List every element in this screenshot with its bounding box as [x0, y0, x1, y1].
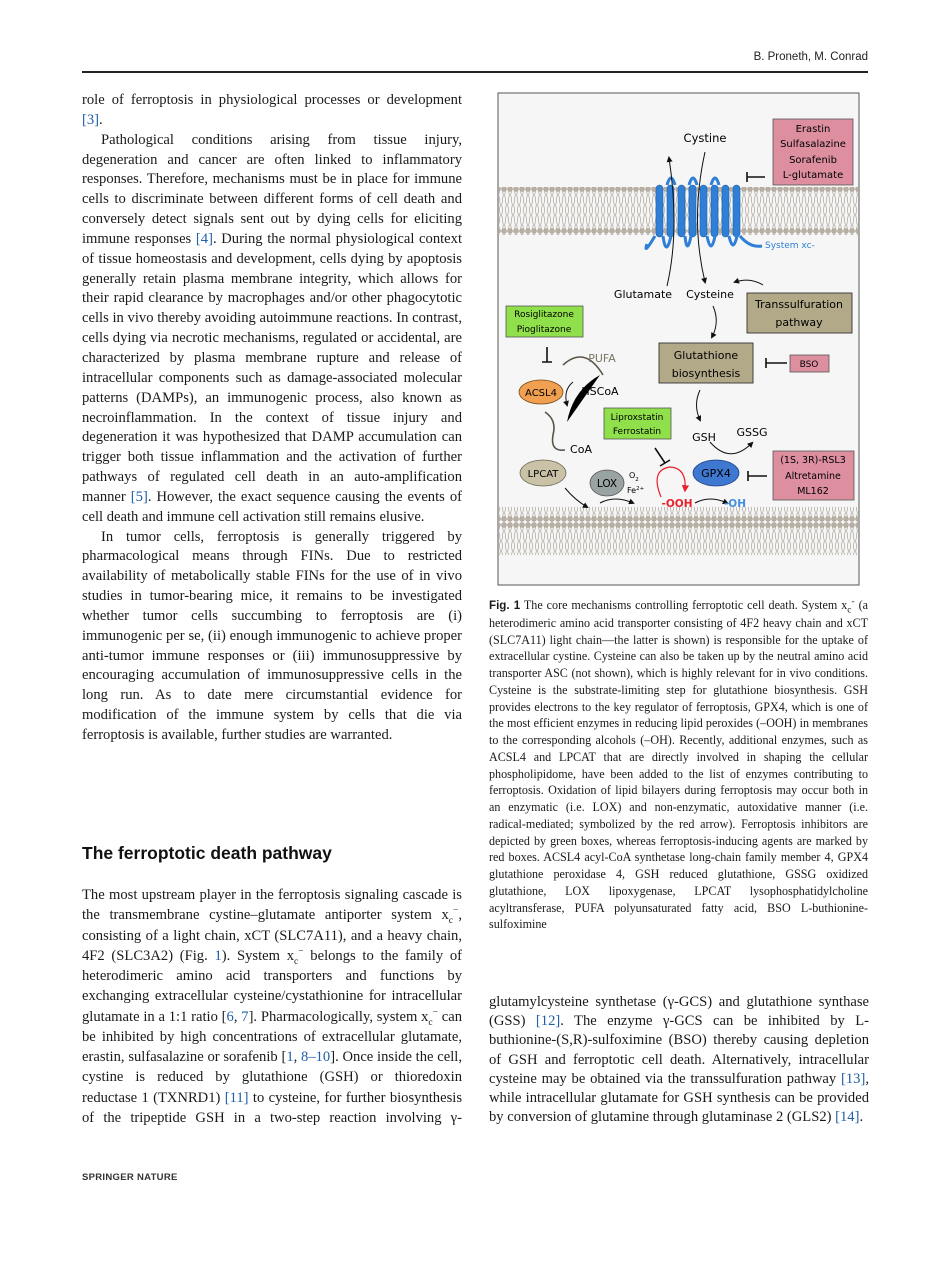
text-run: (a heterodimeric amino acid transporter consisting of 4F2 heavy chain and xCT (SLC7A11) light chain—the latter is shown) is responsible for the uptake of extracellular cystine. Cysteine can also be taken up by the neutral amino acid transporter ASC (not shown), which is highly relevant for in vivo conditions. Cysteine is the substrate-limiting step for glutathione biosynthesis. GSH provides electrons to the key regulator of ferroptosis, GPX4, which is one of the most efficient enzymes in reducing lipid peroxides (–OOH) in membranes to the corresponding alcohols (–OH). Recently, additional enzymes, such as ACSL4 and LPCAT that are directly involved in shaping the cellular phospholipidome, have been added to the list of enzymes contributing to ferroptosis. Oxidation of lipid bilayers during ferroptosis may occur both in an enzymatic (i.e. LOX) and non-enzymatic, autoxidative manner (i.e. radical-mediated; symbolized by the red arrow). Ferroptosis inhibitors are depicted by green boxes, whereas ferroptosis-inducing agents are marked by red boxes. ACSL4 acyl-CoA synthetase long-chain family member 4, GPX4 glutathione peroxidase 4, GSH reduced glutathione, GSSG oxidized glutathione, LOX lipoxygenase, LPCAT lysophosphatidylcholine acyltransferase, PUFA polyunsaturated fatty acid, BSO L-buthionine-sulfoximine [489, 598, 869, 932]
lipid-peroxide-label: -OOH [661, 498, 693, 510]
text-run: role of ferroptosis in physiological processes or development [82, 92, 462, 108]
cystine-label: Cystine [683, 131, 727, 145]
paragraph [82, 131, 462, 528]
citation-link[interactable]: [3] [82, 111, 100, 128]
svg-text:Rosiglitazone: Rosiglitazone [514, 310, 574, 320]
figure-label: Fig. 1 [489, 599, 521, 612]
subscript: c [294, 956, 299, 967]
running-header-authors: B. Proneth, M. Conrad [753, 51, 868, 63]
glutathione-biosynthesis-box [659, 343, 753, 383]
paragraph [82, 528, 462, 746]
svg-text:Ferrostatin: Ferrostatin [612, 427, 662, 437]
text-run: The core mechanisms controlling ferroptotic cell death. System x [520, 598, 848, 612]
right-column-bottom [489, 993, 869, 1127]
lipid-alcohol-label: -OH [723, 498, 747, 510]
citation-link[interactable]: 8–10 [301, 1049, 331, 1065]
system-xc-label: System xc- [765, 241, 815, 251]
citation-link[interactable]: [5] [130, 488, 148, 505]
citation-link[interactable]: 7 [241, 1008, 249, 1025]
coa-label: CoA [570, 443, 592, 456]
text-run: . [99, 111, 103, 128]
text-run: ]. Once inside the cell, cystine is reduced by glutathione (GSH) or thioredoxin reductase 1 (TXNRD1) [82, 1049, 462, 1106]
paragraph [82, 91, 462, 131]
superscript: − [298, 946, 304, 957]
svg-text:Pioglitazone: Pioglitazone [516, 325, 572, 335]
citation-link[interactable]: [11] [224, 1089, 249, 1106]
text-run: , while intracellular glutamate for GSH synthesis can be provided by conversion of glutamine through glutaminase 2 (GLS2) [489, 1070, 869, 1126]
paragraph [489, 993, 869, 1127]
superscript: − [432, 1007, 438, 1018]
text-run: , [293, 1049, 302, 1065]
inhibitor-box-middle [604, 408, 671, 439]
svg-text:LOX: LOX [596, 478, 618, 490]
pufa-label: PUFA [588, 352, 616, 365]
subscript: c [448, 916, 453, 927]
citation-link[interactable]: 1 [214, 947, 222, 964]
acsl4-enzyme [519, 380, 563, 404]
svg-text:Liproxstatin: Liproxstatin [610, 413, 664, 423]
text-run: ). System x [221, 947, 294, 964]
figure-caption [489, 597, 868, 933]
svg-text:L-glutamate: L-glutamate [782, 170, 844, 181]
left-column-top [82, 91, 462, 746]
inhibitor-box-left [506, 306, 583, 337]
text-run: Pathological conditions arising from tissue injury, degeneration and cancer are often linked to inflammatory responses. Therefore, mechanisms must be in place for immune cells to discriminate between different forms of cell death and conversely detect signals sent out by dying cells for eliciting immune responses [82, 131, 462, 247]
inducer-box-top [773, 119, 853, 185]
citation-link[interactable]: [13] [841, 1070, 866, 1087]
lpcat-enzyme [520, 460, 566, 486]
gpx4-enzyme [693, 460, 739, 486]
svg-text:GPX4: GPX4 [701, 467, 731, 480]
left-column-bottom [82, 885, 462, 1128]
text-run: The most upstream player in the ferroptosis signaling cascade is the transmembrane cystine–glutamate antiporter system x [82, 887, 462, 924]
bso-box [790, 355, 829, 372]
gssg-label: GSSG [736, 426, 768, 439]
inducer-box-bottom [773, 451, 854, 500]
superscript: - [851, 596, 855, 607]
text-run: belongs to the family of heterodimeric amino acid transporters and functions by exchanging extracellular cysteine/cystathionine for intracellular glutamate in a 1:1 ratio [ [82, 947, 463, 1025]
superscript: − [452, 906, 459, 917]
svg-text:LPCAT: LPCAT [527, 469, 559, 480]
svg-text:biosynthesis: biosynthesis [671, 367, 741, 380]
text-run: ]. Pharmacologically, system x [248, 1008, 429, 1025]
text-run: In tumor cells, ferroptosis is generally triggered by pharmacological means through FINs. Due to restricted availability of metabolically stable FINs for the use of in vivo studies in tumor-bearing mice, it remains to be investigated whether tumor cells succumbing to ferroptosis are (i) immunogenic per se, (ii) enough immunogenic to achieve proper anti-tumor immune responses or (iii) immunosuppressive by encouraging accumulation of immunosuppressive cells in the long run. As to date mere circumstantial evidence for modification of the immune system by cells that die via ferroptosis is available, further studies are warranted. [82, 528, 462, 743]
text-run: . During the normal physiological context of tissue homeostasis and development, cells dying by apoptosis generally retain plasma membrane integrity, which allows for their rapid clearance by macrophages and/or other phagocytotic cells in vivo thereby avoiding autoimmune reactions. In contrast, cells dying via necrotic mechanisms, regulated or accidental, are characterized by plasma membrane rupture and release of intracellular components such as damage-associated molecular patterns (DAMPs), an immunogenic process, also known as necroinflammation. In the context of tissue injury and degeneration it was hypothesized that DAMP accumulation can trigger both tissue inflammation and the activation of further pathways of regulated cell death in an auto-amplification manner [82, 230, 462, 505]
svg-text:Glutathione: Glutathione [673, 349, 739, 362]
gsh-label: GSH [692, 431, 716, 444]
svg-text:Sulfasalazine: Sulfasalazine [780, 139, 846, 150]
text-run: can be inhibited by high concentrations of extracellular glutamate, erastin, sulfasalazine or sorafenib [ [82, 1008, 462, 1065]
text-run: to cysteine, for further biosynthesis of the tripeptide GSH in a two-step reaction involving γ- [82, 1089, 462, 1126]
ferroptosis-pathway-figure [495, 90, 865, 590]
citation-link[interactable]: [12] [535, 1013, 561, 1030]
svg-text:pathway: pathway [775, 316, 823, 329]
svg-text:Sorafenib: Sorafenib [789, 155, 837, 166]
svg-text:Erastin: Erastin [795, 124, 831, 135]
oxygen-label: $O_2$ [629, 471, 639, 483]
svg-text:ML162: ML162 [797, 486, 829, 497]
citation-link[interactable]: [14] [835, 1109, 860, 1126]
text-run: . [859, 1109, 864, 1126]
section-heading: The ferroptotic death pathway [82, 843, 332, 863]
text-run: , consisting of a light chain, xCT (SLC7A11), and a heavy chain, 4F2 (SLC3A2) (Fig. [82, 907, 462, 964]
cysteine-label: Cysteine [686, 288, 734, 301]
citation-link[interactable]: 6 [226, 1008, 234, 1025]
text-run: . The enzyme γ-GCS can be inhibited by L-buthionine-(S,R)-sulfoximine (BSO) thereby causing depletion of GSH and ferroptotic cell death. Alternatively, intracellular cysteine may be obtained via the transsulfuration pathway [489, 1013, 870, 1087]
svg-text:ACSL4: ACSL4 [525, 388, 557, 399]
svg-text:Transsulfuration: Transsulfuration [754, 298, 844, 311]
transsulfuration-box [747, 293, 852, 333]
paragraph [82, 885, 462, 1128]
citation-link[interactable]: [4] [195, 230, 213, 247]
plasma-membrane-bottom [499, 507, 858, 555]
svg-text:(1S, 3R)-RSL3: (1S, 3R)-RSL3 [780, 455, 846, 466]
svg-text:BSO: BSO [799, 360, 819, 370]
header-rule [82, 71, 868, 73]
iron-label: $Fe^{2+}$ [627, 486, 645, 495]
text-run: . However, the exact sequence causing the events of cell death and immune cell activation still remains elusive. [82, 488, 462, 525]
hscoa-label: HSCoA [581, 385, 619, 398]
text-run: , [233, 1008, 242, 1025]
text-run: glutamylcysteine synthetase (γ-GCS) and glutathione synthase (GSS) [489, 994, 869, 1030]
publisher-logo: SPRINGER NATURE [82, 1172, 178, 1183]
glutamate-label: Glutamate [613, 288, 673, 301]
svg-text:Altretamine: Altretamine [785, 471, 841, 482]
subscript: c [847, 605, 852, 616]
citation-link[interactable]: 1 [286, 1049, 294, 1065]
lox-enzyme [590, 470, 624, 496]
subscript: c [428, 1017, 433, 1028]
caption-text [489, 598, 868, 931]
